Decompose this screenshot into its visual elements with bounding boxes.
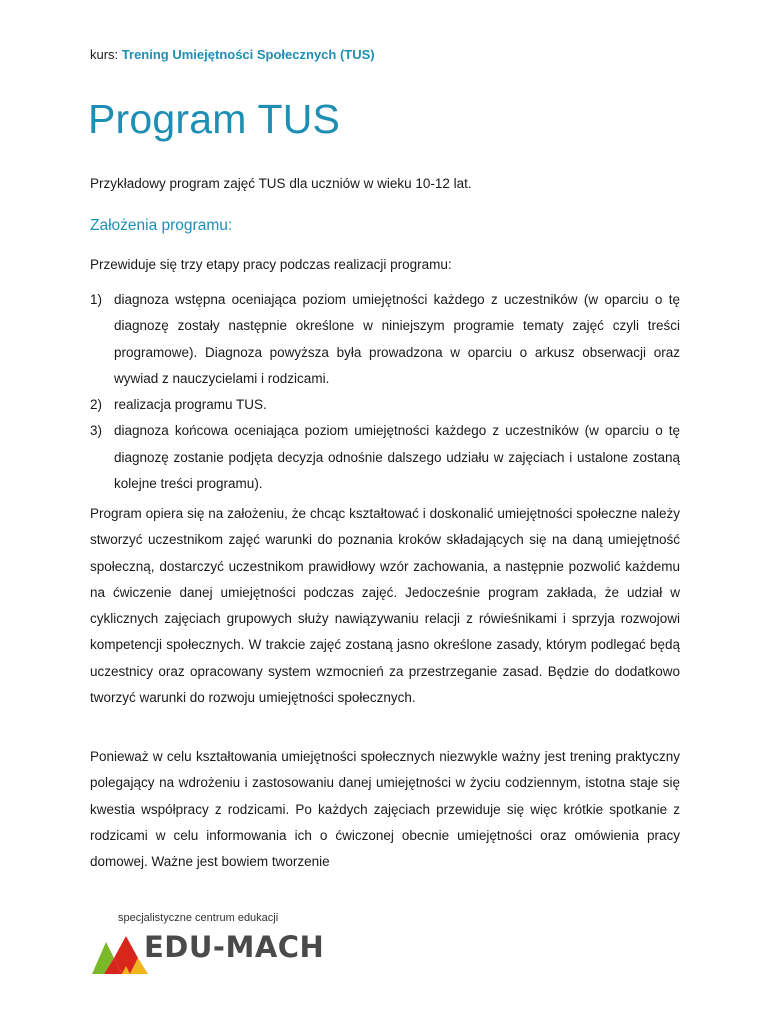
logo-mark-icon (92, 932, 148, 976)
body-paragraph: Program opiera się na założeniu, że chcąc kształtować i doskonalić umiejętności społeczne należy stworzyć uczestnikom zajęć warunki do poznania kroków składających się na daną umiejętność społeczną, dostarczyć uczestnikom prawidłowy wzór zachowania, a następnie pozwolić każdemu na ćwiczenie danej umiejętności podczas zajęć. Jedocześnie program zakłada, że udział w cyklicznych zajęciach grupowych służy nawiązywaniu relacji z rówieśnikami i sprzyja rozwojowi kompetencji społecznych. W trakcie zajęć zostaną jasno określone zasady, którym podlegać będą uczestnicy oraz opracowany system wzmocnień za przestrzeganie zasad. Będzie do dodatkowo tworzyć warunki do rozwoju umiejętności społecznych. (90, 506, 680, 706)
list-item-number: 3) (90, 423, 103, 439)
intro-text: Przykładowy program zajęć TUS dla uczniów w wieku 10-12 lat. (90, 176, 472, 191)
body-paragraph: Ponieważ w celu kształtowania umiejętności społecznych niezwykle ważny jest trening praktyczny polegający na wdrożeniu i zastosowaniu danej umiejętności w życiu codziennym, istotna staje się kwestia współpracy z rodzicami. Po każdych zajęciach przewiduje się więc krótkie spotkanie z rodzicami w celu informowania ich o ćwiczonej obecnie umiejętności oraz omówienia pracy domowej. Ważne jest bowiem tworzenie (90, 749, 680, 870)
document-page (90, 0, 680, 1024)
page-title: Program TUS (88, 96, 341, 142)
logo-name: EDU-MACH (144, 930, 325, 964)
list-item-number: 2) (90, 397, 103, 413)
course-name: Trening Umiejętności Społecznych (TUS) (121, 47, 375, 62)
list-item-text: diagnoza końcowa oceniająca poziom umiejętności każdego z uczestników (w oparciu o tę diagnozę zostanie podjęta decyzja odnośnie dalszego udziału w zajęciach i ustalone zostaną kolejne treści programu). (114, 423, 680, 492)
course-prefix: kurs: (90, 47, 119, 62)
list-item-text: diagnoza wstępna oceniająca poziom umiejętności każdego z uczestników (w oparciu o tę diagnozę zostały następnie określone w niniejszym programie tematy zajęć czyli treści programowe). Diagnoza powyższa była prowadzona w oparciu o arkusz obserwacji oraz wywiad z nauczycielami i rodzicami. (114, 292, 680, 386)
steps-list (90, 287, 680, 497)
list-item (90, 287, 680, 392)
edu-mach-logo (92, 912, 325, 982)
section-heading: Założenia programu: (90, 217, 233, 234)
list-item-text: realizacja programu TUS. (114, 397, 267, 413)
list-item (90, 418, 680, 497)
list-item-number: 1) (90, 292, 103, 307)
list-item (90, 392, 680, 418)
course-header (90, 47, 375, 62)
lead-text: Przewiduje się trzy etapy pracy podczas realizacji programu: (90, 257, 452, 272)
logo-tagline: specjalistyczne centrum edukacji (118, 912, 279, 924)
